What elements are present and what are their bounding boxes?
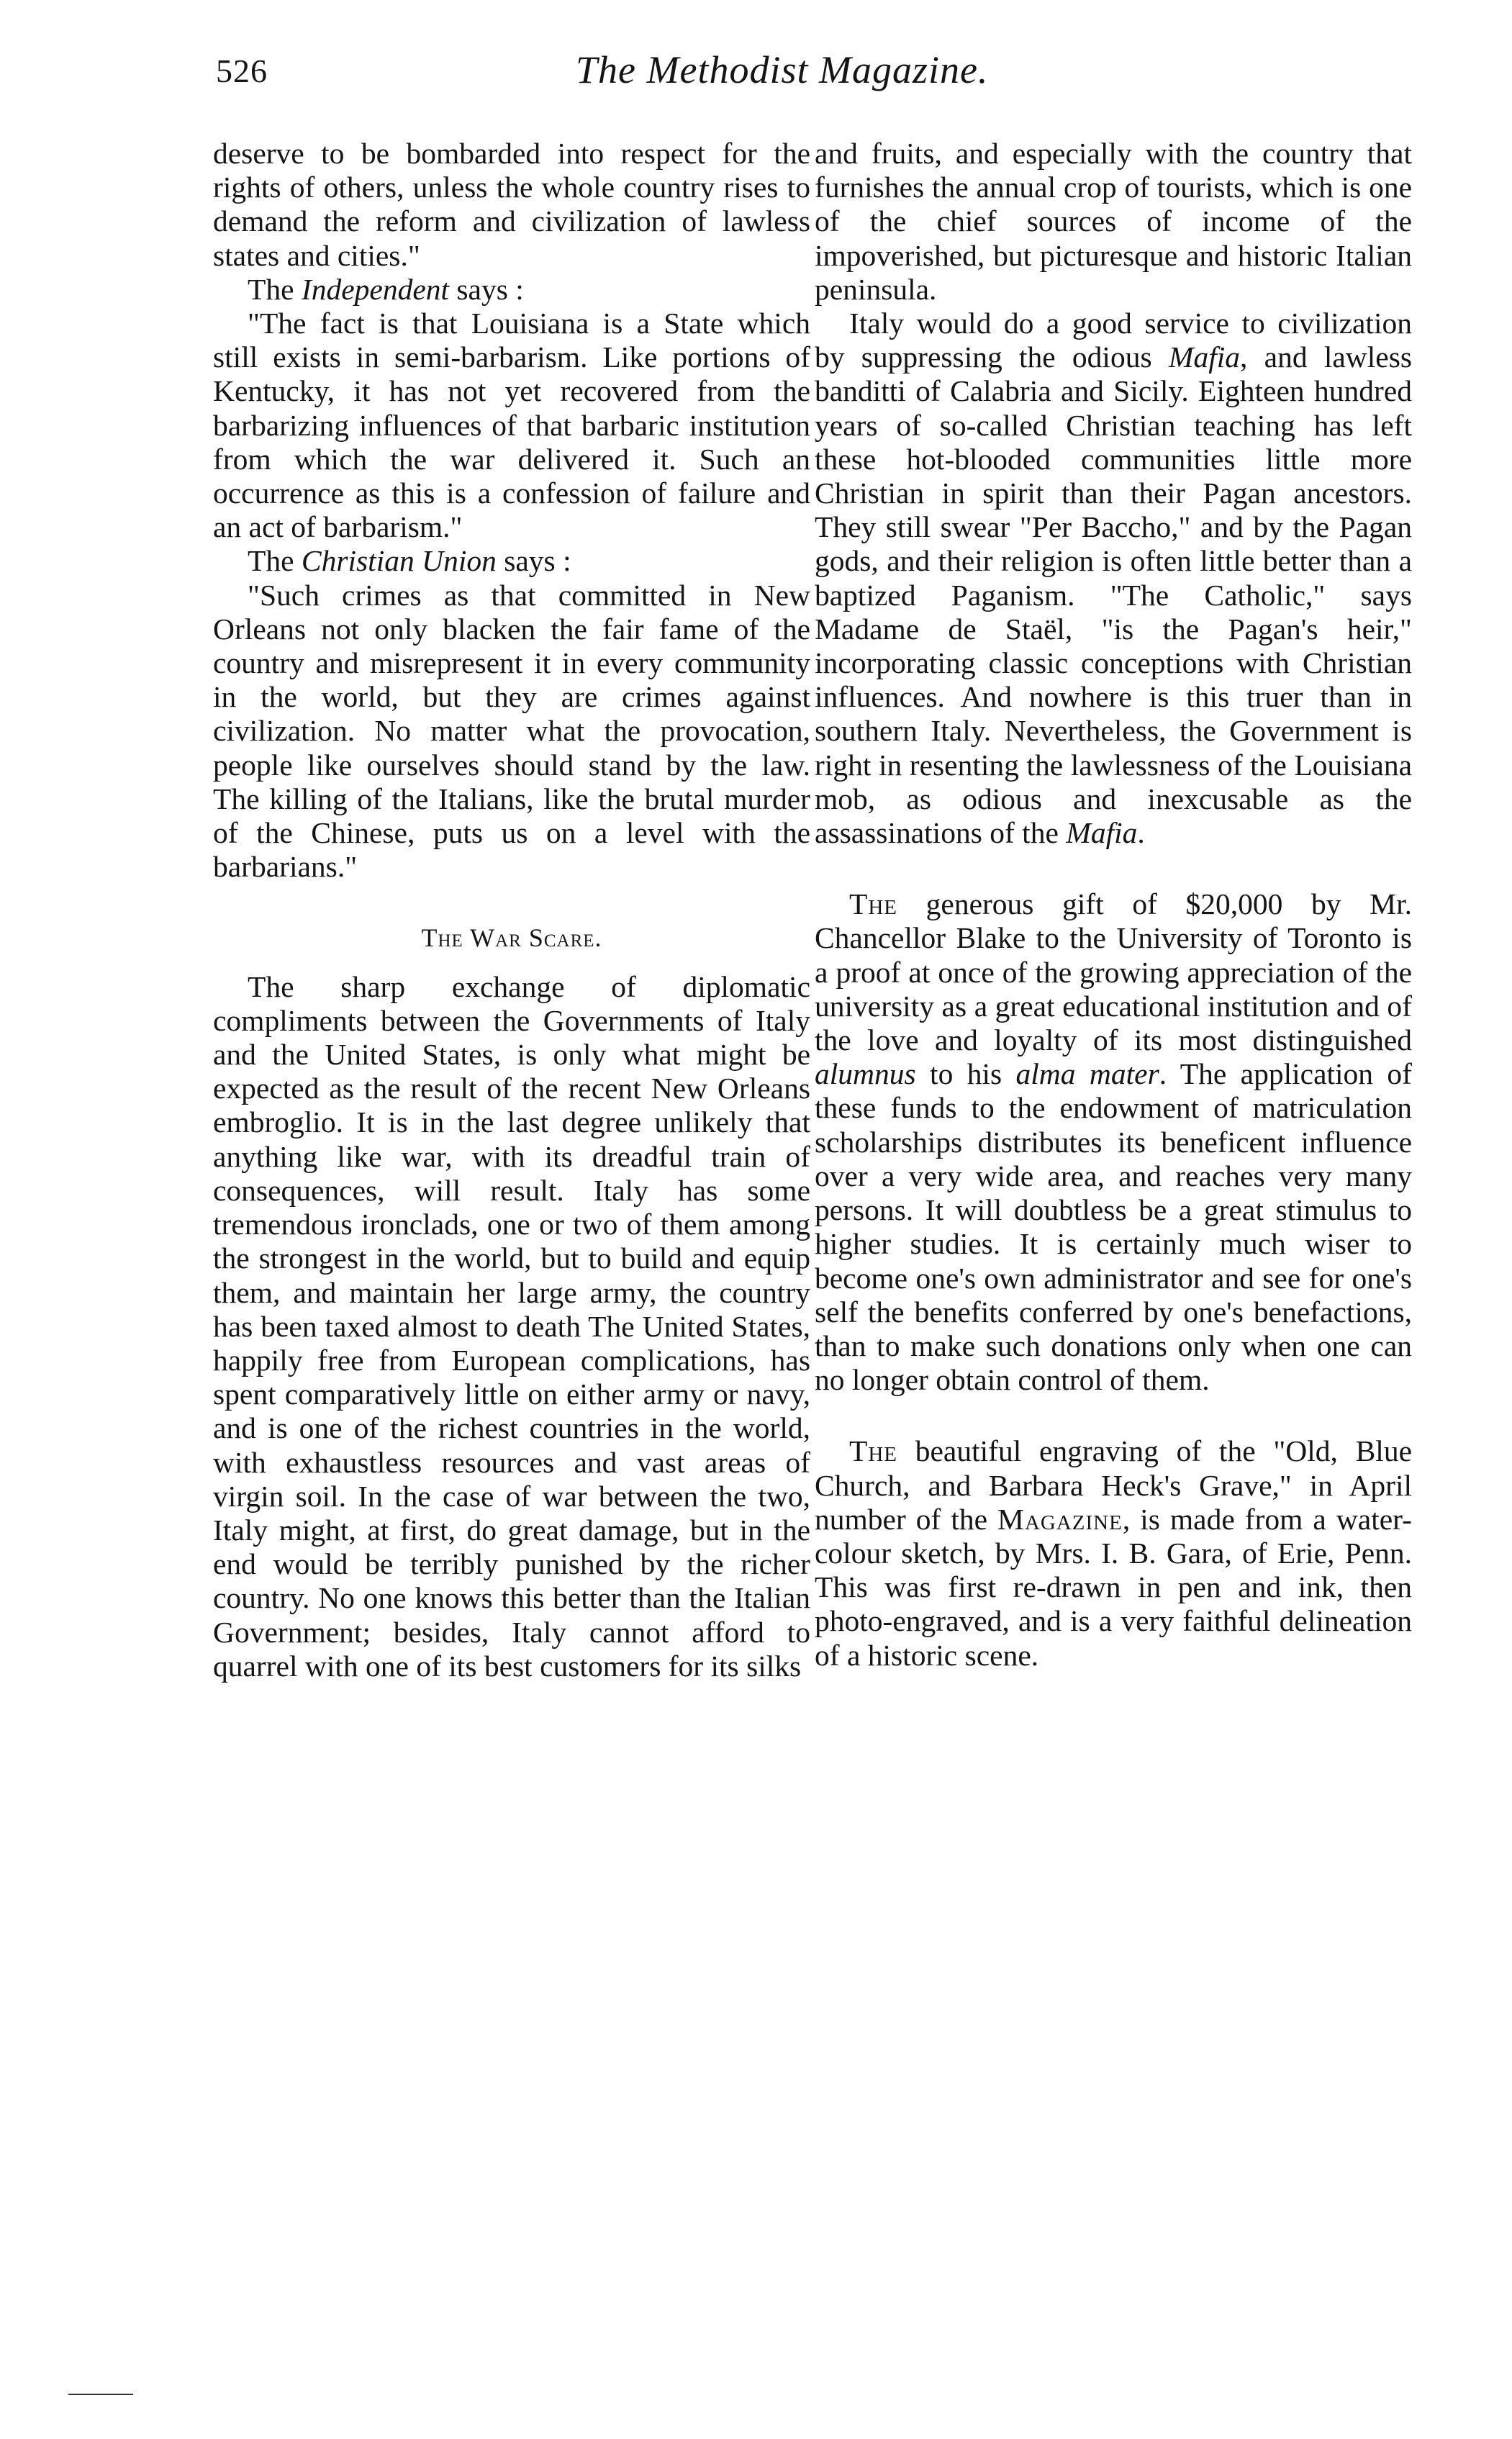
paragraph: The generous gift of $20,000 by Mr. Chancellor Blake to the University of Toronto is a proof at once of the growing appreciation of the university as a great educational institution and of the love and loyalty of its most distinguished alumnus to his alma mater. The application of these funds to the endowment of matriculation scholarships distributes its beneficent influence over a very wide area, and reaches very many persons. It will doubtless be a great stimulus to higher studies. It is certainly much wiser to become one's own administrator and see for one's self the benefits conferred by one's benefactions, than to make such donations only when one can no longer obtain control of them.	[815, 887, 1413, 1397]
section-heading: The War Scare.	[421, 923, 602, 953]
paragraph: deserve to be bombarded into respect for the rights of others, unless the whole country rises to demand the reform and civilization of lawless states and cities."	[213, 137, 810, 272]
quote-paragraph: "Such crimes as that committed in New Orleans not only blacken the fair fame of the country and misrepresent it in every community in the world, but they are crimes against civilization. No matter what the provocation, people like ourselves should stand by the law. The killing of the Italians, like the brutal murder of the Chinese, puts us on a level with the barbarians."	[213, 578, 810, 884]
paragraph: The sharp exchange of diplomatic compliments between the Governments of Italy and the United States, is only what might be expected as the result of the recent New Orleans embroglio. It is in the last degree unlikely that anything like war, with its dreadful train of consequences, will result. Italy has some tremendous ironclads, one or two of them among the strongest in the world, but to build and equip them, and maintain her large army, the country has been taxed almost to death The United States, happily free from European complications, has spent comparatively little on either army or navy, and is one of the richest countries in the world, with exhaustless resources and vast areas of virgin soil. In the case of war between the two, Italy might, at first, do great damage, but in the end would be terribly punished by the richer country. No one knows this better than the Italian Government; besides, Italy cannot afford to quarrel with one of its best customers for its silks	[213, 969, 810, 1683]
publication-name: Independent	[301, 272, 450, 306]
paragraph: and fruits, and especially with the country that furnishes the annual crop of tourists, which is one of the chief sources of income of the impoverished, but picturesque and historic Italian peninsula.	[815, 137, 1412, 306]
page-number: 526	[216, 53, 268, 89]
left-column	[213, 137, 810, 1683]
publication-name: Christian Union	[301, 544, 497, 578]
running-title: The Methodist Magazine.	[576, 48, 989, 91]
paragraph: The Independent says :	[248, 272, 524, 306]
paragraph: Italy would do a good service to civilization by suppressing the odious Mafia, and lawless banditti of Calabria and Sicily. Eighteen hundred years of so-called Christian teaching has left these hot-blooded communities little more Christian in spirit than their Pagan ancestors. They still swear "Per Baccho," and by the Pagan gods, and their religion is often little better than a baptized Paganism. "The Catholic," says Madame de Staël, "is the Pagan's heir," incorporating classic conceptions with Christian influences. And nowhere is this truer than in southern Italy. Nevertheless, the Government is right in resenting the lawlessness of the Louisiana mob, as odious and inexcusable as the assassinations of the Mafia.	[815, 307, 1412, 850]
paragraph: The Christian Union says :	[248, 544, 571, 578]
footer-rule	[68, 2394, 133, 2395]
right-column	[815, 137, 1412, 1673]
quote-paragraph: "The fact is that Louisiana is a State which still exists in semi-barbarism. Like portions of Kentucky, it has not yet recovered from the barbarizing influences of that barbaric institution from which the war delivered it. Such an occurrence as this is a confession of failure and an act of barbarism."	[213, 307, 810, 544]
paragraph: The beautiful engraving of the "Old, Blue Church, and Barbara Heck's Grave," in April number of the Magazine, is made from a water-colour sketch, by Mrs. I. B. Gara, of Erie, Penn. This was first re-drawn in pen and ink, then photo-engraved, and is a very faithful delineation of a historic scene.	[815, 1434, 1412, 1672]
